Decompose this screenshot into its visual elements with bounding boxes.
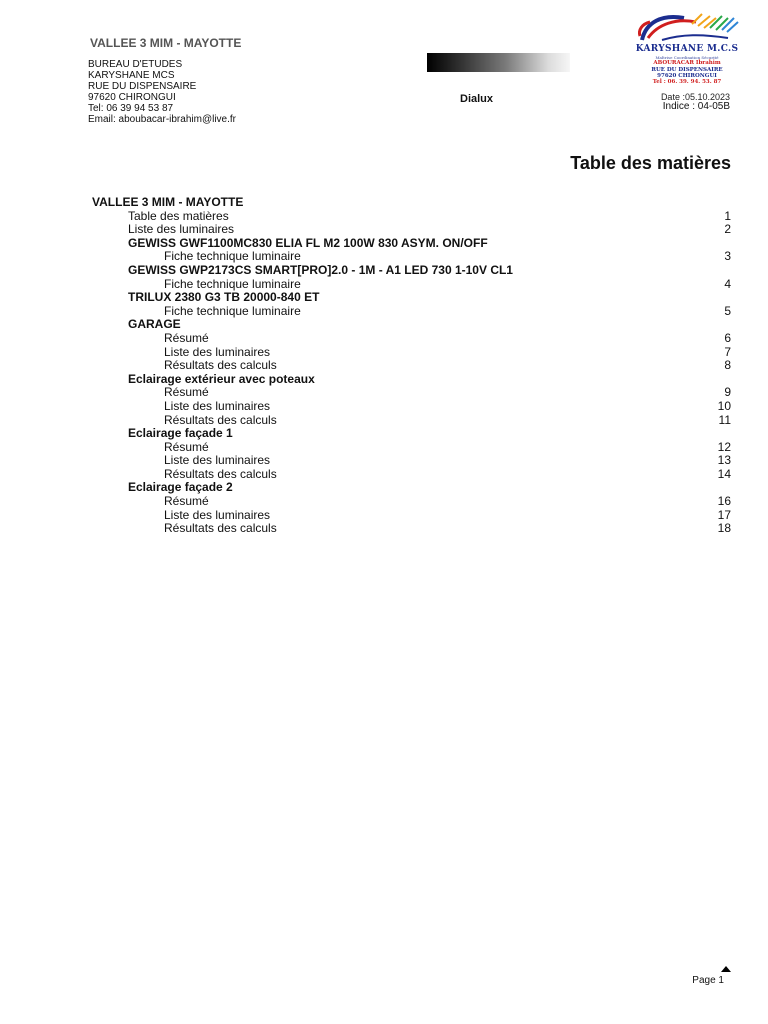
- toc-page-number: 14: [717, 466, 731, 481]
- toc-label: Liste des luminaires: [128, 222, 235, 237]
- toc-section-label: GEWISS GWP2173CS SMART[PRO]2.0 - 1M - A1 LED 730 1-10V CL1: [128, 262, 513, 277]
- toc-label: Résultats des calculs: [164, 358, 277, 373]
- toc-entry[interactable]: [92, 346, 731, 360]
- company-address-block: [88, 59, 236, 125]
- toc-section-row[interactable]: [92, 318, 731, 332]
- toc-section-label: Eclairage façade 1: [128, 426, 233, 441]
- toc-label: Liste des luminaires: [164, 398, 271, 413]
- toc-label: Résultats des calculs: [164, 521, 277, 536]
- toc-section-label: Eclairage extérieur avec poteaux: [128, 371, 315, 386]
- toc-label: Résumé: [164, 439, 209, 454]
- toc-entry[interactable]: [92, 210, 731, 224]
- toc-label: Table des matières: [128, 208, 229, 223]
- toc-entry[interactable]: [92, 223, 731, 237]
- software-name: Dialux: [460, 93, 494, 105]
- company-logo: [632, 10, 742, 90]
- toc-entry[interactable]: [92, 441, 731, 455]
- report-index: Indice : 04-05B: [662, 101, 730, 112]
- table-of-contents: [92, 196, 731, 536]
- page-title: Table des matières: [570, 153, 731, 173]
- toc-section-row[interactable]: [92, 481, 731, 495]
- toc-page-number: 7: [724, 344, 731, 359]
- toc-section-label: GEWISS GWF1100MC830 ELIA FL M2 100W 830 ASYM. ON/OFF: [128, 235, 488, 250]
- logo-city: 97620 CHIRONGUI: [657, 73, 717, 79]
- toc-section-row[interactable]: [92, 427, 731, 441]
- toc-entry[interactable]: [92, 305, 731, 319]
- toc-page-number: 11: [718, 412, 731, 427]
- report-date: Date :05.10.2023: [660, 92, 730, 102]
- toc-page-number: 18: [717, 521, 731, 536]
- toc-entry[interactable]: [92, 359, 731, 373]
- address-line: 97620 CHIRONGUI: [88, 92, 176, 103]
- toc-page-number: 1: [724, 208, 731, 223]
- toc-entry[interactable]: [92, 509, 731, 523]
- toc-page-number: 4: [724, 276, 731, 291]
- toc-page-number: 10: [717, 398, 731, 413]
- toc-entry[interactable]: [92, 250, 731, 264]
- project-title: VALLEE 3 MIM - MAYOTTE: [90, 36, 242, 50]
- toc-page-number: 8: [724, 358, 731, 373]
- logo-swoosh-graphic: [632, 10, 742, 46]
- toc-entry[interactable]: [92, 468, 731, 482]
- toc-entry[interactable]: [92, 400, 731, 414]
- toc-entry[interactable]: [92, 495, 731, 509]
- toc-label: Résumé: [164, 494, 209, 509]
- toc-label: Liste des luminaires: [164, 453, 271, 468]
- address-line: KARYSHANE MCS: [88, 70, 175, 81]
- toc-entry[interactable]: [92, 278, 731, 292]
- toc-entry[interactable]: [92, 454, 731, 468]
- toc-page-number: 12: [717, 439, 731, 454]
- toc-page-number: 13: [717, 453, 731, 468]
- logo-brand: KARYSHANE M.C.S: [635, 44, 739, 54]
- toc-page-number: 17: [717, 507, 731, 522]
- toc-label: Résumé: [164, 385, 209, 400]
- toc-page-number: 6: [724, 330, 731, 345]
- toc-label: Résultats des calculs: [164, 412, 277, 427]
- toc-page-number: 9: [724, 385, 731, 400]
- toc-label: Fiche technique luminaire: [164, 303, 301, 318]
- page-number-footer: Page 1: [692, 975, 724, 986]
- header-gradient-bar: [427, 53, 570, 72]
- toc-section-label: GARAGE: [128, 317, 181, 332]
- toc-label: Liste des luminaires: [164, 507, 271, 522]
- toc-label: Fiche technique luminaire: [164, 276, 301, 291]
- toc-heading-row[interactable]: [92, 196, 731, 210]
- toc-label: Fiche technique luminaire: [164, 249, 301, 264]
- toc-label: Liste des luminaires: [164, 344, 271, 359]
- up-arrow-icon[interactable]: [721, 966, 731, 972]
- toc-section-label: TRILUX 2380 G3 TB 20000-840 ET: [128, 290, 320, 305]
- toc-section-row[interactable]: [92, 373, 731, 387]
- logo-name: ABOURACAR Ibrahim: [653, 60, 721, 66]
- toc-label: Résultats des calculs: [164, 466, 277, 481]
- toc-page-number: 3: [724, 249, 731, 264]
- phone-line: Tel: 06 39 94 53 87: [88, 103, 174, 114]
- toc-label: VALLEE 3 MIM - MAYOTTE: [92, 195, 244, 209]
- toc-section-label: Eclairage façade 2: [128, 480, 233, 495]
- email-line: Email: aboubacar-ibrahim@live.fr: [88, 114, 236, 125]
- address-line: RUE DU DISPENSAIRE: [88, 81, 197, 92]
- toc-page-number: 5: [724, 303, 731, 318]
- toc-page-number: 2: [724, 222, 731, 237]
- toc-entry[interactable]: [92, 414, 731, 428]
- toc-entry[interactable]: [92, 332, 731, 346]
- toc-section-row[interactable]: [92, 264, 731, 278]
- logo-phone: Tel : 06. 39. 94. 53. 87: [652, 79, 722, 85]
- logo-subtitle: Maîtrise Coordination Sécurité: [655, 55, 719, 60]
- toc-label: Résumé: [164, 330, 209, 345]
- address-line: BUREAU D'ETUDES: [88, 59, 183, 70]
- toc-section-row[interactable]: [92, 237, 731, 251]
- logo-street: RUE DU DISPENSAIRE: [651, 67, 723, 73]
- toc-page-number: 16: [717, 494, 731, 509]
- toc-entry[interactable]: [92, 522, 731, 536]
- toc-entry[interactable]: [92, 386, 731, 400]
- toc-section-row[interactable]: [92, 291, 731, 305]
